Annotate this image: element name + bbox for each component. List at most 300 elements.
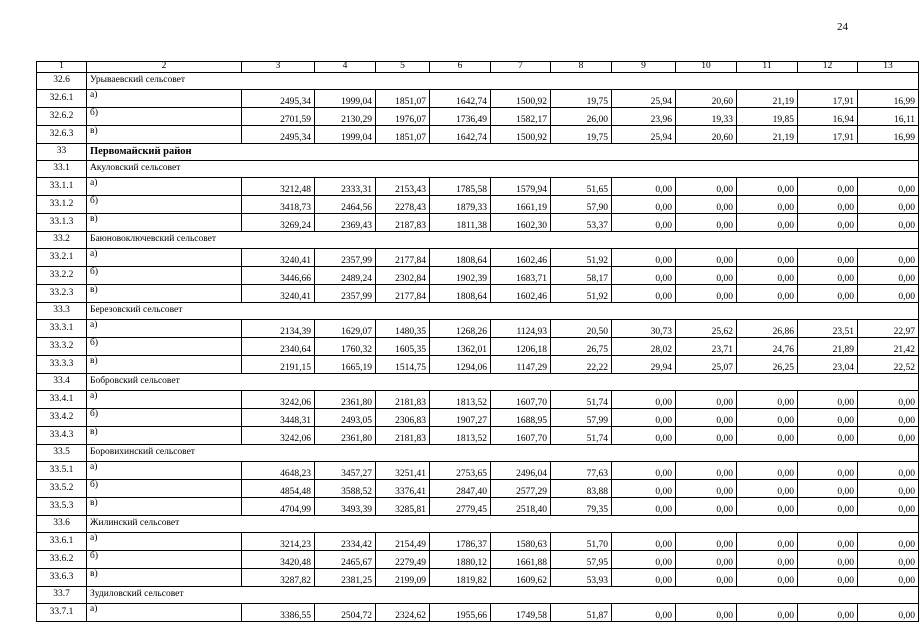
table-row [37, 214, 919, 232]
value-cell: 20,50 [551, 320, 612, 338]
council-heading-row [37, 374, 919, 391]
value-cell: 2177,84 [376, 285, 430, 303]
value-cell: 3212,48 [242, 178, 315, 196]
row-variant-label: в) [87, 126, 242, 144]
value-cell: 1955,66 [430, 604, 491, 622]
page-number: 24 [837, 21, 848, 33]
council-name: Березовский сельсовет [87, 303, 919, 320]
value-cell: 0,00 [676, 427, 737, 445]
value-cell: 17,91 [798, 126, 858, 144]
council-heading-row [37, 303, 919, 320]
value-cell: 2577,29 [491, 480, 551, 498]
column-header: 9 [612, 62, 676, 73]
table-row [37, 480, 919, 498]
value-cell: 0,00 [676, 196, 737, 214]
value-cell: 1206,18 [491, 338, 551, 356]
row-code: 33 [37, 144, 87, 161]
value-cell: 1851,07 [376, 90, 430, 108]
value-cell: 51,74 [551, 427, 612, 445]
value-cell: 1819,82 [430, 569, 491, 587]
value-cell: 0,00 [798, 427, 858, 445]
value-cell: 3269,24 [242, 214, 315, 232]
value-cell: 0,00 [612, 409, 676, 427]
row-variant-label: б) [87, 108, 242, 126]
value-cell: 0,00 [858, 604, 919, 622]
row-code: 33.5.3 [37, 498, 87, 516]
value-cell: 0,00 [737, 427, 798, 445]
value-cell: 0,00 [737, 569, 798, 587]
row-code: 33.2.2 [37, 267, 87, 285]
row-code: 33.4 [37, 374, 87, 391]
value-cell: 16,99 [858, 90, 919, 108]
column-header: 8 [551, 62, 612, 73]
council-name: Жилинский сельсовет [87, 516, 919, 533]
value-cell: 0,00 [737, 409, 798, 427]
value-cell: 0,00 [676, 604, 737, 622]
value-cell: 0,00 [676, 409, 737, 427]
value-cell: 0,00 [798, 498, 858, 516]
row-code: 33.5.1 [37, 462, 87, 480]
value-cell: 0,00 [676, 267, 737, 285]
value-cell: 3446,66 [242, 267, 315, 285]
council-heading-row [37, 161, 919, 178]
value-cell: 2134,39 [242, 320, 315, 338]
row-code: 33.6.3 [37, 569, 87, 587]
row-variant-label: в) [87, 356, 242, 374]
value-cell: 22,22 [551, 356, 612, 374]
value-cell: 2130,29 [315, 108, 376, 126]
value-cell: 1629,07 [315, 320, 376, 338]
value-cell: 3376,41 [376, 480, 430, 498]
value-cell: 0,00 [676, 569, 737, 587]
column-header: 10 [676, 62, 737, 73]
value-cell: 3493,39 [315, 498, 376, 516]
value-cell: 28,02 [612, 338, 676, 356]
row-code: 33.3.1 [37, 320, 87, 338]
row-variant-label: а) [87, 178, 242, 196]
value-cell: 51,87 [551, 604, 612, 622]
value-cell: 1902,39 [430, 267, 491, 285]
value-cell: 24,76 [737, 338, 798, 356]
value-cell: 0,00 [737, 498, 798, 516]
value-cell: 1907,27 [430, 409, 491, 427]
value-cell: 3448,31 [242, 409, 315, 427]
value-cell: 0,00 [798, 551, 858, 569]
column-number-header-row [37, 62, 919, 73]
row-variant-label: в) [87, 498, 242, 516]
value-cell: 0,00 [737, 249, 798, 267]
value-cell: 2177,84 [376, 249, 430, 267]
value-cell: 26,25 [737, 356, 798, 374]
column-header: 3 [242, 62, 315, 73]
table-row [37, 196, 919, 214]
row-variant-label: в) [87, 427, 242, 445]
column-header: 6 [430, 62, 491, 73]
value-cell: 0,00 [798, 249, 858, 267]
row-code: 33.6.2 [37, 551, 87, 569]
row-variant-label: а) [87, 391, 242, 409]
value-cell: 2361,80 [315, 391, 376, 409]
value-cell: 22,52 [858, 356, 919, 374]
value-cell: 0,00 [612, 480, 676, 498]
value-cell: 1786,37 [430, 533, 491, 551]
value-cell: 83,88 [551, 480, 612, 498]
value-cell: 2306,83 [376, 409, 430, 427]
table-row [37, 126, 919, 144]
row-code: 33.2 [37, 232, 87, 249]
value-cell: 0,00 [676, 480, 737, 498]
value-cell: 1580,63 [491, 533, 551, 551]
value-cell: 1607,70 [491, 391, 551, 409]
value-cell: 2847,40 [430, 480, 491, 498]
value-cell: 2334,42 [315, 533, 376, 551]
value-cell: 17,91 [798, 90, 858, 108]
value-cell: 0,00 [858, 285, 919, 303]
value-cell: 29,94 [612, 356, 676, 374]
value-cell: 0,00 [798, 267, 858, 285]
value-cell: 0,00 [858, 249, 919, 267]
value-cell: 23,96 [612, 108, 676, 126]
column-header: 4 [315, 62, 376, 73]
value-cell: 0,00 [737, 533, 798, 551]
value-cell: 1813,52 [430, 427, 491, 445]
row-code: 32.6.3 [37, 126, 87, 144]
value-cell: 0,00 [858, 178, 919, 196]
value-cell: 3588,52 [315, 480, 376, 498]
table-row [37, 108, 919, 126]
value-cell: 21,42 [858, 338, 919, 356]
value-cell: 1808,64 [430, 285, 491, 303]
value-cell: 0,00 [858, 480, 919, 498]
value-cell: 0,00 [676, 391, 737, 409]
value-cell: 53,93 [551, 569, 612, 587]
row-code: 33.6.1 [37, 533, 87, 551]
value-cell: 51,65 [551, 178, 612, 196]
value-cell: 1999,04 [315, 90, 376, 108]
value-cell: 2465,67 [315, 551, 376, 569]
value-cell: 2340,64 [242, 338, 315, 356]
row-variant-label: б) [87, 409, 242, 427]
value-cell: 1813,52 [430, 391, 491, 409]
value-cell: 2504,72 [315, 604, 376, 622]
table-row [37, 462, 919, 480]
value-cell: 0,00 [798, 409, 858, 427]
value-cell: 16,99 [858, 126, 919, 144]
row-variant-label: а) [87, 320, 242, 338]
value-cell: 19,75 [551, 90, 612, 108]
district-heading-row [37, 144, 919, 161]
value-cell: 0,00 [737, 196, 798, 214]
value-cell: 3287,82 [242, 569, 315, 587]
value-cell: 2187,83 [376, 214, 430, 232]
value-cell: 0,00 [798, 178, 858, 196]
value-cell: 0,00 [612, 498, 676, 516]
column-header: 7 [491, 62, 551, 73]
value-cell: 0,00 [676, 285, 737, 303]
table-row [37, 356, 919, 374]
value-cell: 1480,35 [376, 320, 430, 338]
row-variant-label: б) [87, 480, 242, 498]
value-cell: 1602,46 [491, 285, 551, 303]
value-cell: 19,85 [737, 108, 798, 126]
value-cell: 0,00 [612, 267, 676, 285]
row-code: 32.6.1 [37, 90, 87, 108]
value-cell: 1785,58 [430, 178, 491, 196]
value-cell: 0,00 [798, 533, 858, 551]
council-name: Акуловский сельсовет [87, 161, 919, 178]
value-cell: 21,19 [737, 90, 798, 108]
value-cell: 2199,09 [376, 569, 430, 587]
district-name: Первомайский район [87, 144, 919, 161]
value-cell: 1268,26 [430, 320, 491, 338]
value-cell: 25,62 [676, 320, 737, 338]
row-variant-label: б) [87, 338, 242, 356]
value-cell: 1582,17 [491, 108, 551, 126]
value-cell: 2493,05 [315, 409, 376, 427]
value-cell: 0,00 [737, 391, 798, 409]
value-cell: 1808,64 [430, 249, 491, 267]
value-cell: 57,95 [551, 551, 612, 569]
value-cell: 57,90 [551, 196, 612, 214]
value-cell: 0,00 [798, 569, 858, 587]
row-variant-label: а) [87, 533, 242, 551]
column-header: 2 [87, 62, 242, 73]
value-cell: 1736,49 [430, 108, 491, 126]
row-code: 33.1.1 [37, 178, 87, 196]
value-cell: 20,60 [676, 90, 737, 108]
value-cell: 1665,19 [315, 356, 376, 374]
value-cell: 1124,93 [491, 320, 551, 338]
value-cell: 0,00 [858, 533, 919, 551]
row-code: 33.1.3 [37, 214, 87, 232]
value-cell: 3214,23 [242, 533, 315, 551]
value-cell: 1880,12 [430, 551, 491, 569]
value-cell: 0,00 [858, 267, 919, 285]
value-cell: 0,00 [798, 391, 858, 409]
row-code: 33.7.1 [37, 604, 87, 622]
value-cell: 3251,41 [376, 462, 430, 480]
value-cell: 1605,35 [376, 338, 430, 356]
value-cell: 0,00 [798, 214, 858, 232]
value-cell: 2496,04 [491, 462, 551, 480]
row-code: 33.3.2 [37, 338, 87, 356]
value-cell: 3242,06 [242, 391, 315, 409]
value-cell: 1851,07 [376, 126, 430, 144]
value-cell: 21,19 [737, 126, 798, 144]
value-cell: 21,89 [798, 338, 858, 356]
value-cell: 0,00 [737, 551, 798, 569]
value-cell: 0,00 [737, 285, 798, 303]
value-cell: 3386,55 [242, 604, 315, 622]
row-variant-label: а) [87, 90, 242, 108]
council-heading-row [37, 232, 919, 249]
value-cell: 57,99 [551, 409, 612, 427]
value-cell: 1661,88 [491, 551, 551, 569]
value-cell: 2278,43 [376, 196, 430, 214]
row-code: 33.5.2 [37, 480, 87, 498]
table-row [37, 498, 919, 516]
row-variant-label: а) [87, 462, 242, 480]
value-cell: 4854,48 [242, 480, 315, 498]
value-cell: 77,63 [551, 462, 612, 480]
value-cell: 1147,29 [491, 356, 551, 374]
value-cell: 0,00 [858, 427, 919, 445]
value-cell: 51,74 [551, 391, 612, 409]
row-code: 32.6.2 [37, 108, 87, 126]
value-cell: 2464,56 [315, 196, 376, 214]
value-cell: 2361,80 [315, 427, 376, 445]
value-cell: 2701,59 [242, 108, 315, 126]
value-cell: 1749,58 [491, 604, 551, 622]
value-cell: 0,00 [676, 551, 737, 569]
value-cell: 1602,46 [491, 249, 551, 267]
row-code: 33.6 [37, 516, 87, 533]
value-cell: 3240,41 [242, 249, 315, 267]
value-cell: 2357,99 [315, 249, 376, 267]
council-heading-row [37, 73, 919, 90]
value-cell: 1642,74 [430, 90, 491, 108]
value-cell: 25,94 [612, 126, 676, 144]
value-cell: 0,00 [798, 285, 858, 303]
value-cell: 2181,83 [376, 427, 430, 445]
value-cell: 3285,81 [376, 498, 430, 516]
council-name: Баюновоключевский сельсовет [87, 232, 919, 249]
value-cell: 0,00 [612, 249, 676, 267]
value-cell: 0,00 [737, 480, 798, 498]
row-variant-label: б) [87, 551, 242, 569]
table-row [37, 409, 919, 427]
value-cell: 1362,01 [430, 338, 491, 356]
value-cell: 26,00 [551, 108, 612, 126]
row-code: 33.2.1 [37, 249, 87, 267]
row-code: 33.5 [37, 445, 87, 462]
value-cell: 26,86 [737, 320, 798, 338]
value-cell: 2357,99 [315, 285, 376, 303]
council-name: Боровихинский сельсовет [87, 445, 919, 462]
value-cell: 2324,62 [376, 604, 430, 622]
council-heading-row [37, 587, 919, 604]
row-code: 33.3.3 [37, 356, 87, 374]
value-cell: 0,00 [858, 409, 919, 427]
row-code: 33.4.2 [37, 409, 87, 427]
value-cell: 1607,70 [491, 427, 551, 445]
value-cell: 22,97 [858, 320, 919, 338]
value-cell: 16,94 [798, 108, 858, 126]
value-cell: 0,00 [798, 604, 858, 622]
value-cell: 2753,65 [430, 462, 491, 480]
value-cell: 25,07 [676, 356, 737, 374]
value-cell: 79,35 [551, 498, 612, 516]
value-cell: 0,00 [737, 267, 798, 285]
row-code: 33.4.1 [37, 391, 87, 409]
table-row [37, 249, 919, 267]
value-cell: 0,00 [676, 498, 737, 516]
table-row [37, 427, 919, 445]
row-variant-label: а) [87, 604, 242, 622]
column-header: 5 [376, 62, 430, 73]
value-cell: 0,00 [737, 604, 798, 622]
value-cell: 0,00 [612, 551, 676, 569]
value-cell: 0,00 [612, 196, 676, 214]
value-cell: 0,00 [737, 462, 798, 480]
value-cell: 1500,92 [491, 90, 551, 108]
row-variant-label: в) [87, 214, 242, 232]
value-cell: 0,00 [798, 196, 858, 214]
value-cell: 1688,95 [491, 409, 551, 427]
value-cell: 0,00 [612, 285, 676, 303]
row-variant-label: в) [87, 569, 242, 587]
value-cell: 2779,45 [430, 498, 491, 516]
value-cell: 1683,71 [491, 267, 551, 285]
value-cell: 2489,24 [315, 267, 376, 285]
row-code: 33.7 [37, 587, 87, 604]
value-cell: 0,00 [612, 533, 676, 551]
value-cell: 0,00 [612, 214, 676, 232]
value-cell: 0,00 [858, 551, 919, 569]
table-row [37, 569, 919, 587]
value-cell: 1609,62 [491, 569, 551, 587]
value-cell: 0,00 [858, 196, 919, 214]
row-variant-label: в) [87, 285, 242, 303]
row-code: 33.1 [37, 161, 87, 178]
row-code: 32.6 [37, 73, 87, 90]
value-cell: 0,00 [676, 249, 737, 267]
value-cell: 0,00 [612, 462, 676, 480]
column-header: 11 [737, 62, 798, 73]
value-cell: 0,00 [676, 178, 737, 196]
council-name: Бобровский сельсовет [87, 374, 919, 391]
value-cell: 0,00 [858, 214, 919, 232]
table-row [37, 604, 919, 622]
value-cell: 1999,04 [315, 126, 376, 144]
value-cell: 23,71 [676, 338, 737, 356]
value-cell: 16,11 [858, 108, 919, 126]
row-code: 33.4.3 [37, 427, 87, 445]
value-cell: 1294,06 [430, 356, 491, 374]
value-cell: 0,00 [612, 427, 676, 445]
value-cell: 26,75 [551, 338, 612, 356]
value-cell: 23,51 [798, 320, 858, 338]
value-cell: 0,00 [676, 462, 737, 480]
value-cell: 1760,32 [315, 338, 376, 356]
value-cell: 4648,23 [242, 462, 315, 480]
value-cell: 0,00 [612, 391, 676, 409]
value-cell: 19,75 [551, 126, 612, 144]
value-cell: 0,00 [858, 498, 919, 516]
council-name: Зудиловский сельсовет [87, 587, 919, 604]
value-cell: 3242,06 [242, 427, 315, 445]
value-cell: 20,60 [676, 126, 737, 144]
value-cell: 19,33 [676, 108, 737, 126]
value-cell: 51,92 [551, 249, 612, 267]
value-cell: 0,00 [612, 604, 676, 622]
value-cell: 2191,15 [242, 356, 315, 374]
table-row [37, 178, 919, 196]
value-cell: 0,00 [858, 462, 919, 480]
column-header: 12 [798, 62, 858, 73]
value-cell: 1642,74 [430, 126, 491, 144]
value-cell: 3420,48 [242, 551, 315, 569]
value-cell: 4704,99 [242, 498, 315, 516]
table-row [37, 285, 919, 303]
table-row [37, 338, 919, 356]
value-cell: 2302,84 [376, 267, 430, 285]
value-cell: 0,00 [737, 214, 798, 232]
row-variant-label: б) [87, 267, 242, 285]
value-cell: 23,04 [798, 356, 858, 374]
value-cell: 2153,43 [376, 178, 430, 196]
value-cell: 3457,27 [315, 462, 376, 480]
